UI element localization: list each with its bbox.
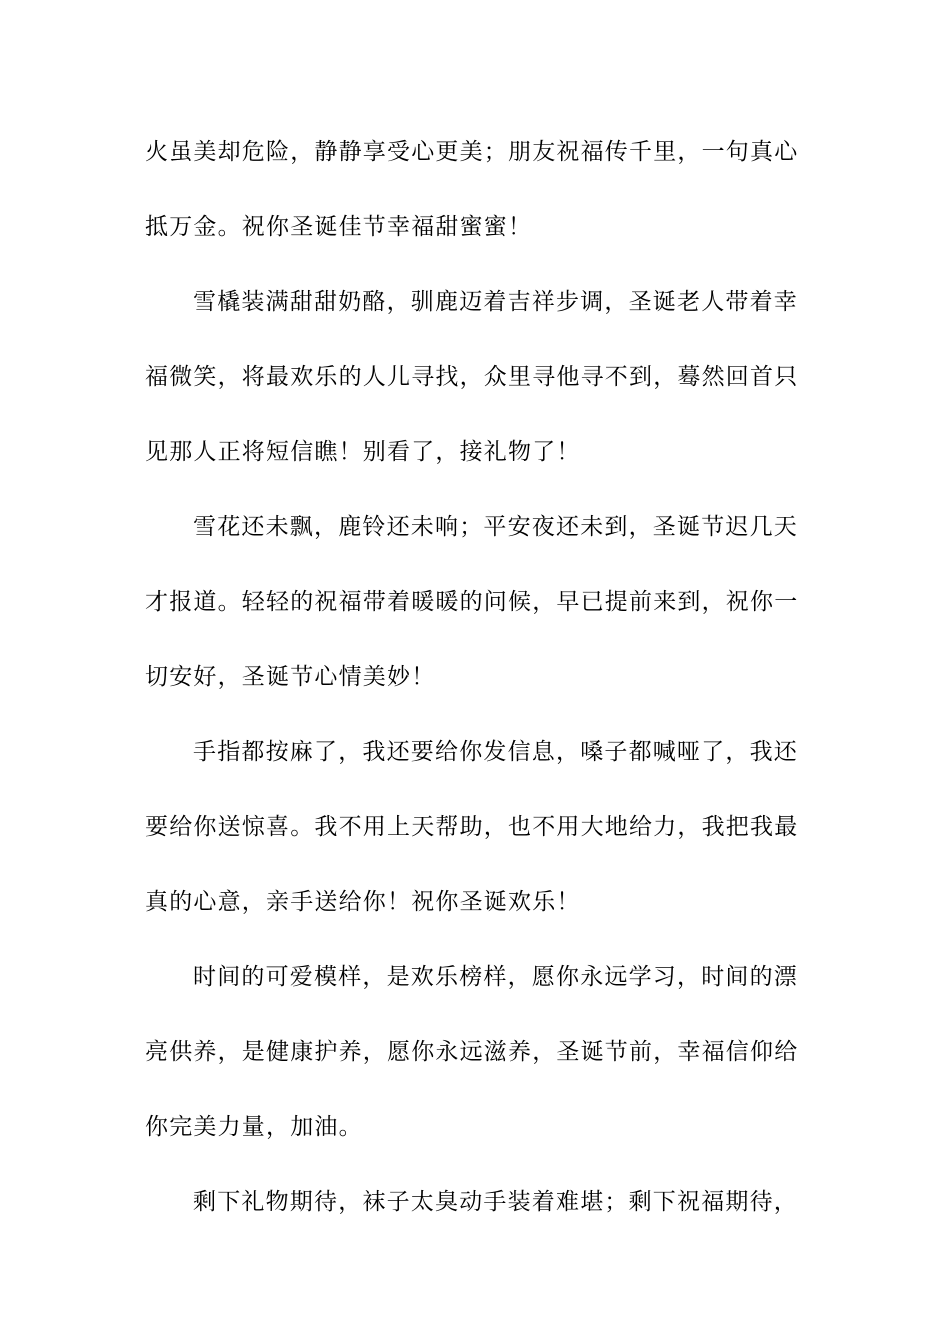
paragraph-start-line: 雪花还未飘，鹿铃还未响；平安夜还未到，圣诞节迟几天 <box>193 514 798 540</box>
text-line: 抵万金。祝你圣诞佳节幸福甜蜜蜜！ <box>145 214 533 240</box>
text-line: 切安好，圣诞节心情美妙！ <box>145 664 436 690</box>
text-line: 见那人正将短信瞧！别看了，接礼物了！ <box>145 439 581 465</box>
paragraph-start-line: 雪橇装满甜甜奶酪，驯鹿迈着吉祥步调，圣诞老人带着幸 <box>193 289 798 315</box>
text-line: 真的心意，亲手送给你！祝你圣诞欢乐！ <box>145 889 581 915</box>
paragraph-start-line: 时间的可爱模样，是欢乐榜样，愿你永远学习，时间的漂 <box>193 964 798 990</box>
text-line: 才报道。轻轻的祝福带着暖暖的问候，早已提前来到，祝你一 <box>145 589 799 615</box>
paragraph-start-line: 手指都按麻了，我还要给你发信息，嗓子都喊哑了，我还 <box>193 739 798 765</box>
paragraph-start-line: 剩下礼物期待，袜子太臭动手装着难堪；剩下祝福期待， <box>193 1189 798 1215</box>
text-line: 要给你送惊喜。我不用上天帮助，也不用大地给力，我把我最 <box>145 814 799 840</box>
text-line: 亮供养，是健康护养，愿你永远滋养，圣诞节前，幸福信仰给 <box>145 1039 799 1065</box>
text-line: 福微笑，将最欢乐的人儿寻找，众里寻他寻不到，蓦然回首只 <box>145 364 799 390</box>
document-body <box>145 128 810 1253</box>
text-line: 你完美力量，加油。 <box>145 1114 363 1140</box>
text-line: 火虽美却危险，静静享受心更美；朋友祝福传千里，一句真心 <box>145 139 799 165</box>
